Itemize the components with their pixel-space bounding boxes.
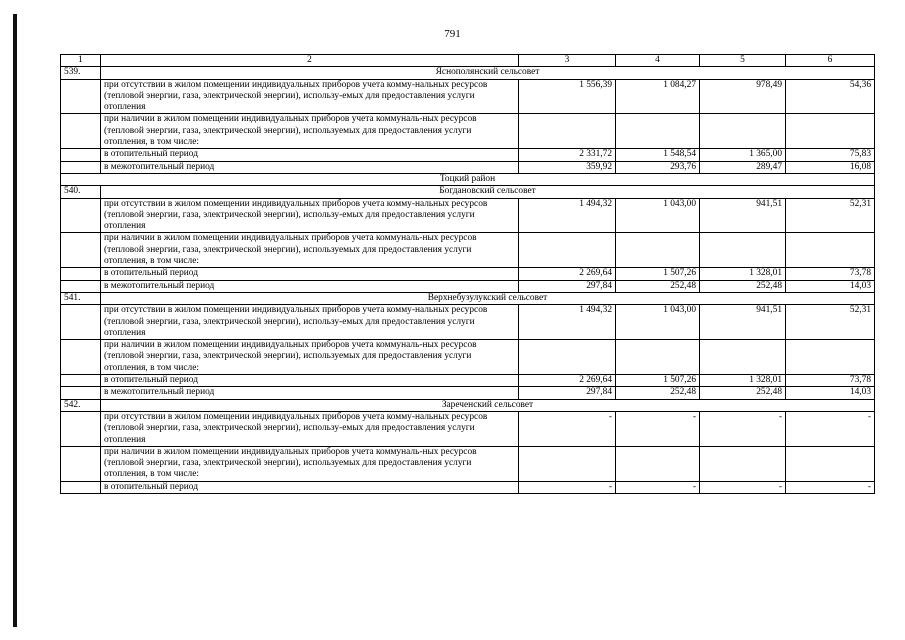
value-cell-c3: 2 269,64 [519, 375, 616, 387]
row-description: в отопительный период [101, 481, 519, 493]
table-row [61, 375, 875, 387]
value-cell-c4: 1 084,27 [616, 79, 700, 114]
column-header: 5 [700, 55, 786, 67]
value-cell-c5 [700, 233, 786, 268]
table-row [61, 411, 875, 446]
value-cell-c6 [786, 340, 875, 375]
section-row [61, 292, 875, 304]
value-cell-c5: - [700, 481, 786, 493]
row-number-cell [61, 411, 101, 446]
table-row [61, 233, 875, 268]
column-header: 1 [61, 55, 101, 67]
table-row [61, 446, 875, 481]
table-row [61, 268, 875, 280]
district-title: Тоцкий район [61, 173, 875, 185]
row-number-cell [61, 79, 101, 114]
value-cell-c5: 941,51 [700, 305, 786, 340]
value-cell-c5: 1 328,01 [700, 268, 786, 280]
value-cell-c6: 75,83 [786, 149, 875, 161]
value-cell-c4: 252,48 [616, 280, 700, 292]
table-row [61, 114, 875, 149]
row-description: при отсутствии в жилом помещении индивидуальных приборов учета комму-нальных ресурсов (тепловой энергии, газа, электрической энергии), использу-емых для предоставления услуги отопления [101, 198, 519, 233]
row-description: в отопительный период [101, 268, 519, 280]
row-number-cell [61, 446, 101, 481]
row-description: при отсутствии в жилом помещении индивидуальных приборов учета комму-нальных ресурсов (тепловой энергии, газа, электрической энергии), использу-емых для предоставления услуги отопления [101, 411, 519, 446]
row-number-cell [61, 387, 101, 399]
value-cell-c4 [616, 114, 700, 149]
value-cell-c5 [700, 114, 786, 149]
table-row [61, 79, 875, 114]
row-number-cell [61, 481, 101, 493]
value-cell-c3: 1 494,32 [519, 198, 616, 233]
value-cell-c6 [786, 114, 875, 149]
row-number-cell [61, 280, 101, 292]
value-cell-c3 [519, 340, 616, 375]
row-description: при отсутствии в жилом помещении индивидуальных приборов учета комму-нальных ресурсов (тепловой энергии, газа, электрической энергии), использу-емых для предоставления услуги отопления [101, 79, 519, 114]
value-cell-c6: 14,03 [786, 387, 875, 399]
value-cell-c3: - [519, 411, 616, 446]
row-description: в межотопительный период [101, 161, 519, 173]
value-cell-c3: 1 556,39 [519, 79, 616, 114]
value-cell-c3: 2 331,72 [519, 149, 616, 161]
value-cell-c4 [616, 233, 700, 268]
value-cell-c5: 941,51 [700, 198, 786, 233]
row-description: при отсутствии в жилом помещении индивидуальных приборов учета комму-нальных ресурсов (тепловой энергии, газа, электрической энергии), использу-емых для предоставления услуги отопления [101, 305, 519, 340]
value-cell-c4: 1 548,54 [616, 149, 700, 161]
column-header: 6 [786, 55, 875, 67]
value-cell-c4: 293,76 [616, 161, 700, 173]
row-description: в межотопительный период [101, 280, 519, 292]
column-header: 4 [616, 55, 700, 67]
value-cell-c3 [519, 233, 616, 268]
table-row [61, 149, 875, 161]
value-cell-c3 [519, 114, 616, 149]
row-description: при наличии в жилом помещении индивидуальных приборов учета коммуналь-ных ресурсов (тепловой энергии, газа, электрической энергии), используемых для предоставления услуги отопления, в том числе: [101, 340, 519, 375]
value-cell-c6: 73,78 [786, 375, 875, 387]
section-number: 539. [61, 67, 101, 79]
section-title: Верхнебузулукский сельсовет [101, 292, 875, 304]
value-cell-c5: 978,49 [700, 79, 786, 114]
table-row [61, 481, 875, 493]
row-number-cell [61, 305, 101, 340]
row-number-cell [61, 375, 101, 387]
value-cell-c4 [616, 340, 700, 375]
row-description: в отопительный период [101, 375, 519, 387]
value-cell-c3 [519, 446, 616, 481]
value-cell-c6: 54,36 [786, 79, 875, 114]
value-cell-c6: 52,31 [786, 305, 875, 340]
row-description: в отопительный период [101, 149, 519, 161]
row-description: при наличии в жилом помещении индивидуальных приборов учета коммуналь-ных ресурсов (тепловой энергии, газа, электрической энергии), используемых для предоставления услуги отопления, в том числе: [101, 114, 519, 149]
district-row [61, 173, 875, 185]
value-cell-c3: 297,84 [519, 280, 616, 292]
row-number-cell [61, 149, 101, 161]
row-number-cell [61, 268, 101, 280]
value-cell-c6: 14,03 [786, 280, 875, 292]
value-cell-c6 [786, 446, 875, 481]
value-cell-c6 [786, 233, 875, 268]
value-cell-c4: 1 507,26 [616, 375, 700, 387]
table-row [61, 305, 875, 340]
value-cell-c4: 1 043,00 [616, 305, 700, 340]
table-header-row [61, 55, 875, 67]
value-cell-c6: - [786, 481, 875, 493]
row-number-cell [61, 161, 101, 173]
value-cell-c5: 1 365,00 [700, 149, 786, 161]
table-row [61, 340, 875, 375]
section-row [61, 186, 875, 198]
value-cell-c6: 73,78 [786, 268, 875, 280]
table-row [61, 198, 875, 233]
row-description: при наличии в жилом помещении индивидуальных приборов учета коммуналь-ных ресурсов (тепловой энергии, газа, электрической энергии), используемых для предоставления услуги отопления, в том числе: [101, 233, 519, 268]
row-description: при наличии в жилом помещении индивидуальных приборов учета коммуналь-ных ресурсов (тепловой энергии, газа, электрической энергии), используемых для предоставления услуги отопления, в том числе: [101, 446, 519, 481]
value-cell-c5: 252,48 [700, 280, 786, 292]
value-cell-c4 [616, 446, 700, 481]
value-cell-c5: - [700, 411, 786, 446]
value-cell-c3: 297,84 [519, 387, 616, 399]
section-row [61, 67, 875, 79]
value-cell-c6: 52,31 [786, 198, 875, 233]
section-title: Богдановский сельсовет [101, 186, 875, 198]
value-cell-c5: 252,48 [700, 387, 786, 399]
section-number: 540. [61, 186, 101, 198]
tariff-table [60, 54, 875, 494]
value-cell-c3: 359,92 [519, 161, 616, 173]
section-number: 541. [61, 292, 101, 304]
value-cell-c6: 16,08 [786, 161, 875, 173]
page-number: 791 [444, 28, 461, 40]
value-cell-c4: - [616, 411, 700, 446]
row-number-cell [61, 198, 101, 233]
section-number: 542. [61, 399, 101, 411]
value-cell-c3: 1 494,32 [519, 305, 616, 340]
table-row [61, 161, 875, 173]
value-cell-c5 [700, 340, 786, 375]
value-cell-c4: 252,48 [616, 387, 700, 399]
value-cell-c4: 1 043,00 [616, 198, 700, 233]
row-number-cell [61, 233, 101, 268]
row-number-cell [61, 340, 101, 375]
table-row [61, 280, 875, 292]
table-body [61, 55, 875, 494]
page-edge-bar [13, 14, 17, 627]
value-cell-c4: - [616, 481, 700, 493]
value-cell-c3: 2 269,64 [519, 268, 616, 280]
value-cell-c3: - [519, 481, 616, 493]
value-cell-c6: - [786, 411, 875, 446]
section-title: Яснополянский сельсовет [101, 67, 875, 79]
column-header: 3 [519, 55, 616, 67]
table-row [61, 387, 875, 399]
row-number-cell [61, 114, 101, 149]
column-header: 2 [101, 55, 519, 67]
row-description: в межотопительный период [101, 387, 519, 399]
value-cell-c5: 289,47 [700, 161, 786, 173]
value-cell-c4: 1 507,26 [616, 268, 700, 280]
section-title: Зареченский сельсовет [101, 399, 875, 411]
value-cell-c5 [700, 446, 786, 481]
value-cell-c5: 1 328,01 [700, 375, 786, 387]
section-row [61, 399, 875, 411]
